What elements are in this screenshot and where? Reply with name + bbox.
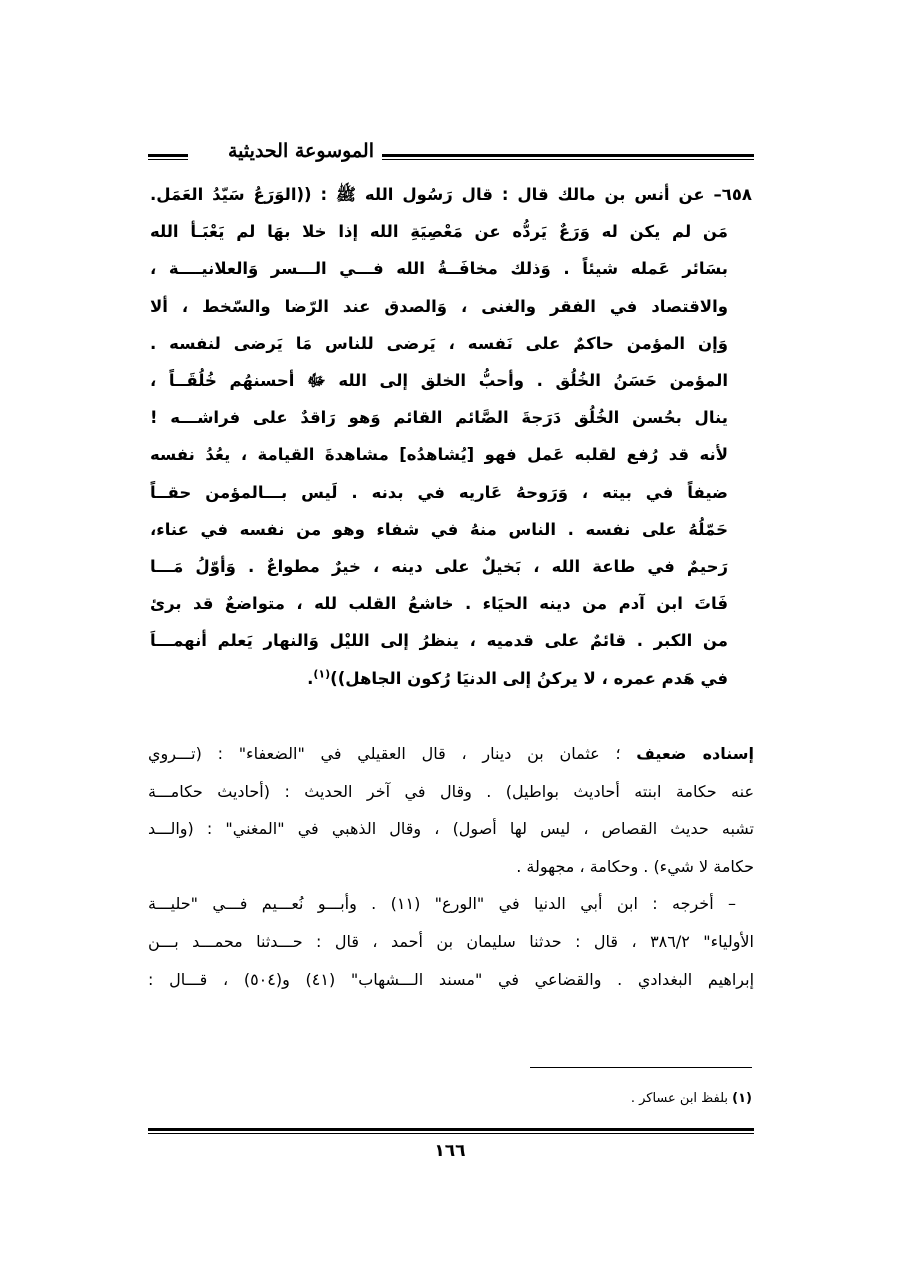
hadith-line: المؤمن حَسَنُ الخُلُق . وأحبُّ الخلق إلى الله ﷻ أحسنهُم خُلُقَــاً ، [150, 371, 728, 391]
hadith-number: ٦٥٨– [713, 185, 752, 204]
commentary-line: إبراهيم البغدادي . والقضاعي في "مسند الـــشهاب" (٤١) و(٥٠٤) ، قـــال : [148, 969, 755, 989]
header-rule-left [148, 154, 188, 160]
hadith-text [150, 176, 752, 697]
footnote-reference: (١) [313, 667, 331, 681]
hadith-line: والاقتصاد في الفقر والغنى ، وَالصدق عند الرّضا والسّخط ، ألا [150, 296, 728, 316]
commentary [148, 735, 754, 998]
hadith-line: فَاتَ ابن آدم من دينه الحيَاء . خاشعُ القلب لله ، متواضعٌ قد برئ [150, 594, 728, 614]
page-number: ١٦٦ [434, 1141, 466, 1161]
footer-rule [148, 1128, 754, 1134]
hadith-line: ينال بحُسن الخُلُق دَرَجةَ الصَّائم القائم وَهو رَاقدٌ على فراشـــه ! [150, 408, 728, 428]
commentary-line: عنه حكامة ابنته أحاديث بواطيل) . وقال في آخر الحديث : (أحاديث حكامـــة [148, 781, 754, 801]
footnote-separator [530, 1067, 752, 1068]
footnote [631, 1091, 752, 1106]
footnote-number: (١) [732, 1091, 752, 1106]
hadith-line: وَإن المؤمن حاكمٌ على نَفسه ، يَرضى للناس مَا يَرضى لنفسه . [150, 333, 728, 353]
commentary-line: الأولياء" ٣٨٦/٢ ، قال : حدثنا سليمان بن أحمد ، قال : حـــدثنا محمـــد بـــن [148, 931, 754, 951]
hadith-line: ضيفاً في بيته ، وَرَوحهُ عَاريه في بدنه . لَيس بـــالمؤمن حقــاً [150, 482, 728, 502]
commentary-line: إسناده ضعيف ؛ عثمان بن دينار ، قال العقيلي في "الضعفاء" : (تـــروي [148, 744, 755, 763]
hadith-line: مَن لم يكن له وَرَعٌ يَردُّه عن مَعْصِيَةِ الله إذا خلا بهَا لم يَعْبَـأ الله [150, 222, 728, 242]
commentary-line: حكامة لا شيء) . وحكامة ، مجهولة . [516, 856, 754, 876]
hadith-line: في هَدم عمره ، لا يركنُ إلى الدنيَا رُكون الجاهل))$^{(١)}$. [307, 667, 728, 688]
footnote-text: بلفظ ابن عساكر . [630, 1091, 729, 1106]
header-rule-right [382, 154, 754, 160]
hadith-line: حَمّلُهُ على نفسه . الناس منهُ في شفاء وهو من نفسه في عناء، [150, 519, 728, 539]
hadith-line: من الكبر . قائمٌ على قدميه ، ينظرُ إلى الليْل وَالنهار يَعلم أنهمـــاَ [150, 631, 728, 651]
commentary-line: تشبه حديث القصاص ، ليس لها أصول) ، وقال الذهبي في "المغني" : (والـــد [148, 819, 754, 839]
commentary-line: – أخرجه : ابن أبي الدنيا في "الورع" (١١) . وأبـــو نُعـــيم فـــي "حليـــة [148, 894, 737, 914]
header-title: الموسوعة الحديثية [228, 140, 374, 162]
hadith-line: رَحيمٌ في طاعة الله ، بَخيلٌ على دينه ، خيرٌ مطواعٌ . وَأوّلُ مَـــا [150, 557, 728, 577]
running-header [148, 142, 754, 172]
hadith-line: بسَائر عَمله شيئاً . وَذلك مخافَــةُ الله فـــي الـــسر وَالعلانيــــة ، [150, 259, 728, 279]
isnad-grade: إسناده ضعيف [636, 744, 755, 763]
hadith-line: ٦٥٨– عن أنس بن مالك قال : قال رَسُول الله ﷺ : ((الوَرَعُ سَيّدُ العَمَل. [150, 185, 752, 204]
hadith-line: لأنه قد رُفع لقلبه عَمل فهو [يُشاهدُه] مشاهدةَ القيامة ، يعُدُ نفسه [150, 445, 728, 465]
